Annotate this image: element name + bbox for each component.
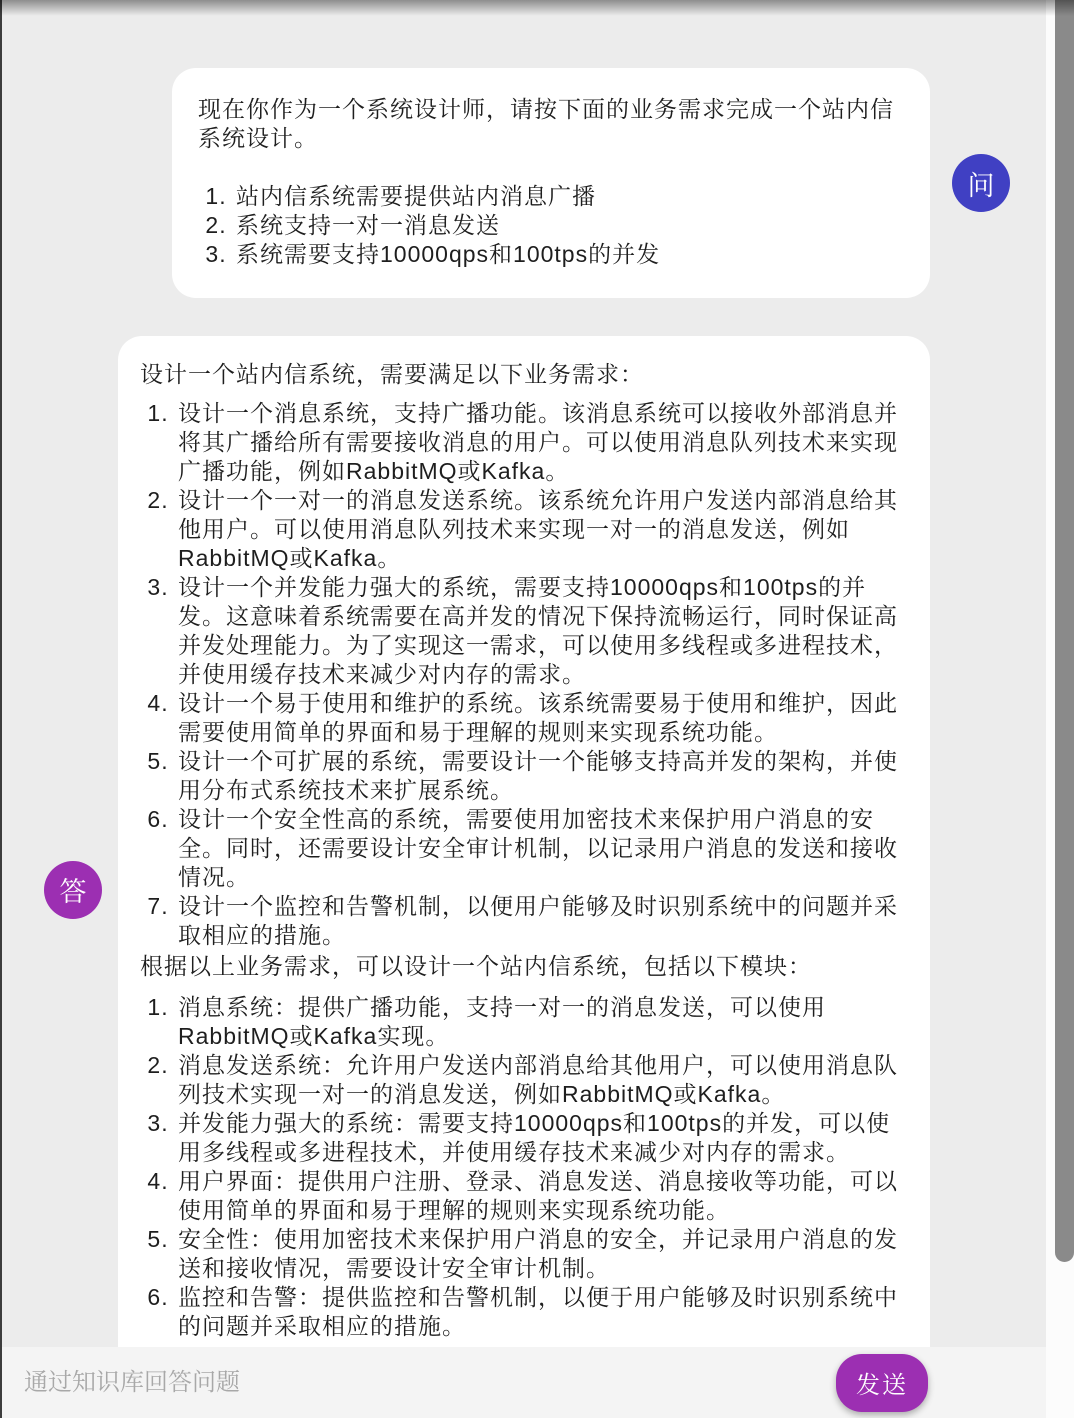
answer-badge — [44, 861, 102, 919]
answer-message — [44, 336, 1046, 1418]
question-list-item: 2. 系统支持一对一消息发送 — [234, 211, 908, 240]
answer-requirement-list — [140, 399, 906, 950]
composer-bar — [0, 1347, 1046, 1418]
scrollbar-track[interactable] — [1046, 0, 1074, 1418]
answer-module-item: 1. 消息系统：提供广播功能，支持一对一的消息发送，可以使用RabbitMQ或Kafka实现。 — [176, 993, 906, 1051]
answer-module-item: 3. 并发能力强大的系统：需要支持10000qps和100tps的并发，可以使用多线程或多进程技术，并使用缓存技术来减少对内存的需求。 — [176, 1109, 906, 1167]
answer-badge-label: 答 — [59, 877, 87, 907]
answer-transition: 根据以上业务需求，可以设计一个站内信系统，包括以下模块： — [140, 953, 812, 979]
answer-requirement-item: 5. 设计一个可扩展的系统，需要设计一个能够支持高并发的架构，并使用分布式系统技术来扩展系统。 — [176, 747, 906, 805]
answer-module-list — [140, 993, 906, 1341]
answer-requirement-item: 4. 设计一个易于使用和维护的系统。该系统需要易于使用和维护，因此需要使用简单的界面和易于理解的规则来实现系统功能。 — [176, 689, 906, 747]
question-list-item: 1. 站内信系统需要提供站内消息广播 — [234, 182, 908, 211]
question-intro: 现在你作为一个系统设计师，请按下面的业务需求完成一个站内信系统设计。 — [198, 96, 894, 151]
message-list — [2, 68, 1046, 1418]
message-input[interactable] — [22, 1368, 836, 1398]
answer-module-item: 2. 消息发送系统：允许用户发送内部消息给其他用户，可以使用消息队列技术实现一对一的消息发送，例如RabbitMQ或Kafka。 — [176, 1051, 906, 1109]
question-requirement-list — [198, 182, 908, 269]
left-edge-border — [0, 0, 2, 1418]
question-badge — [952, 154, 1010, 212]
answer-module-item: 4. 用户界面：提供用户注册、登录、消息发送、消息接收等功能，可以使用简单的界面和易于理解的规则来实现系统功能。 — [176, 1167, 906, 1225]
answer-module-item: 5. 安全性：使用加密技术来保护用户消息的安全，并记录用户消息的发送和接收情况，需要设计安全审计机制。 — [176, 1225, 906, 1283]
answer-requirement-item: 3. 设计一个并发能力强大的系统，需要支持10000qps和100tps的并发。这意味着系统需要在高并发的情况下保持流畅运行，同时保证高并发处理能力。为了实现这一需求，可以使用多线程或多进程技术，并使用缓存技术来减少对内存的需求。 — [176, 573, 906, 689]
scrollbar-thumb[interactable] — [1055, 0, 1074, 1262]
answer-intro: 设计一个站内信系统，需要满足以下业务需求： — [140, 361, 644, 387]
question-bubble — [172, 68, 930, 298]
answer-bubble — [118, 336, 930, 1418]
chat-area[interactable] — [2, 0, 1046, 1418]
question-message — [172, 68, 1046, 298]
send-button[interactable]: 发送 — [836, 1354, 928, 1412]
answer-requirement-item: 1. 设计一个消息系统，支持广播功能。该消息系统可以接收外部消息并将其广播给所有需要接收消息的用户。可以使用消息队列技术来实现广播功能，例如RabbitMQ或Kafka。 — [176, 399, 906, 486]
answer-requirement-item: 6. 设计一个安全性高的系统，需要使用加密技术来保护用户消息的安全。同时，还需要设计安全审计机制，以记录用户消息的发送和接收情况。 — [176, 805, 906, 892]
answer-module-item: 6. 监控和告警：提供监控和告警机制，以便于用户能够及时识别系统中的问题并采取相应的措施。 — [176, 1283, 906, 1341]
question-badge-label: 问 — [967, 170, 995, 201]
question-list-item: 3. 系统需要支持10000qps和100tps的并发 — [234, 240, 908, 269]
answer-requirement-item: 2. 设计一个一对一的消息发送系统。该系统允许用户发送内部消息给其他用户。可以使用消息队列技术来实现一对一的消息发送，例如RabbitMQ或Kafka。 — [176, 486, 906, 573]
answer-requirement-item: 7. 设计一个监控和告警机制，以便用户能够及时识别系统中的问题并采取相应的措施。 — [176, 892, 906, 950]
